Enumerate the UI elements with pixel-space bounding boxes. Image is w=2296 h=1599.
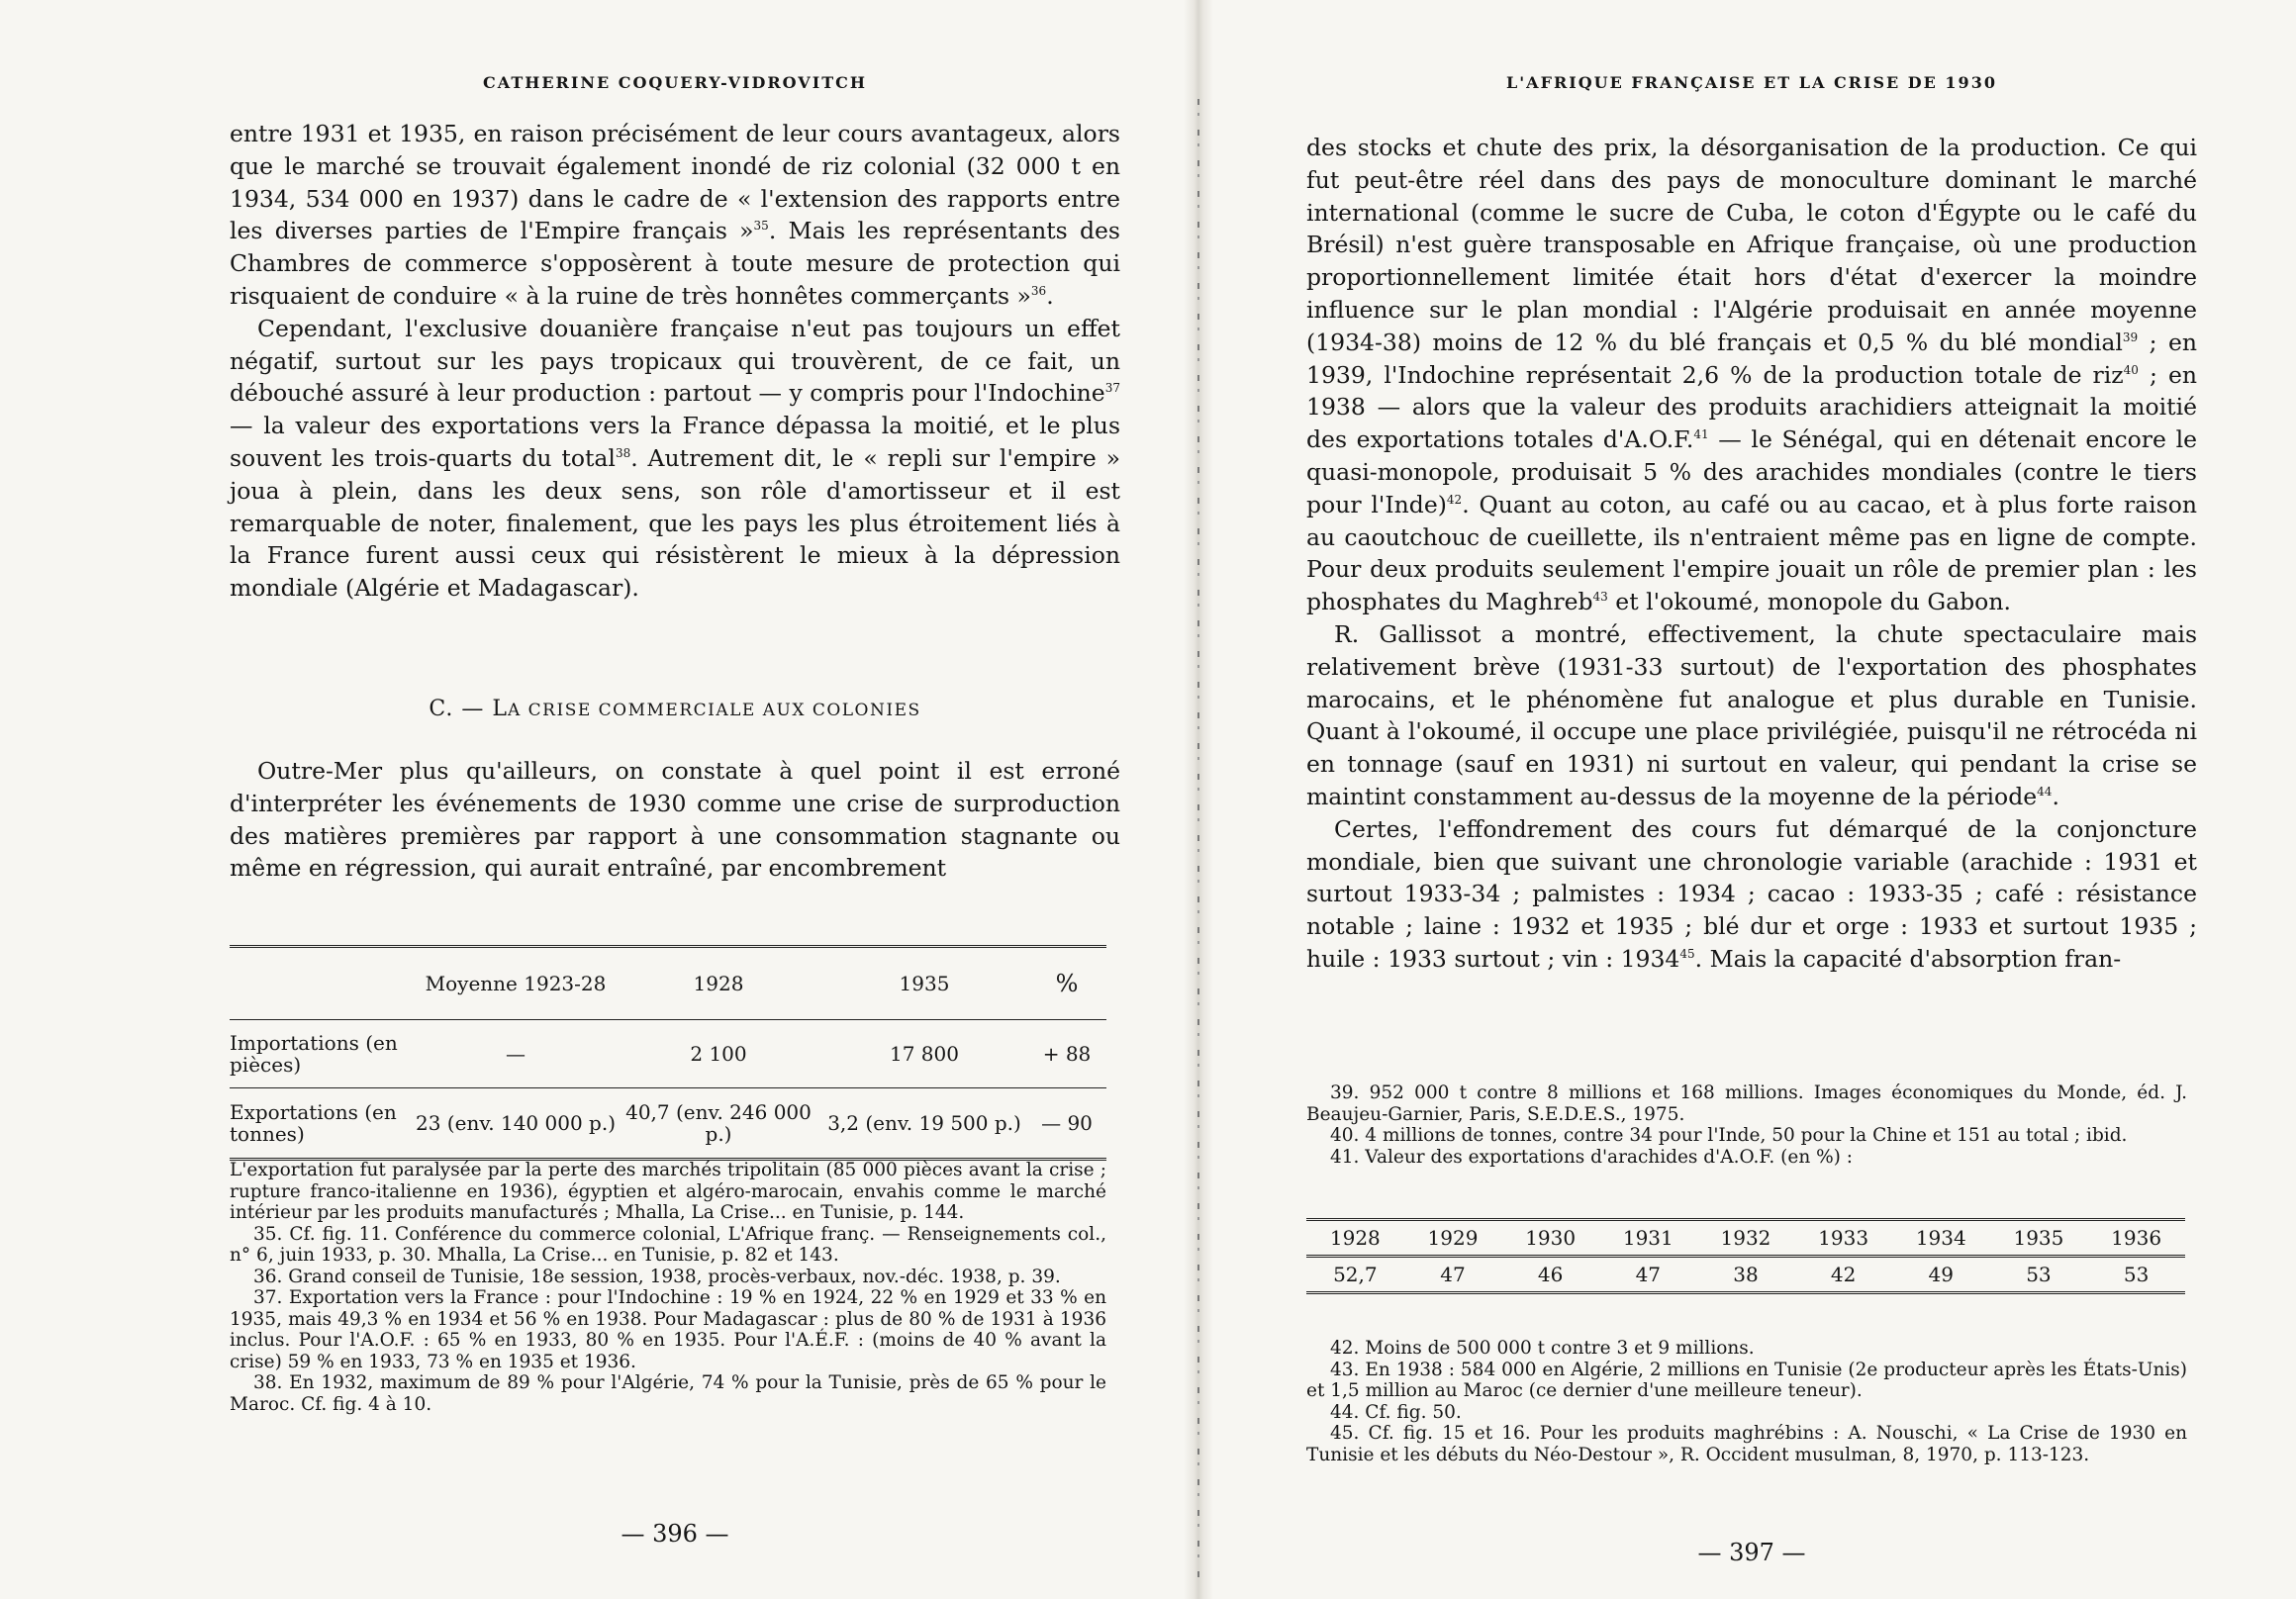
value-cell: 47 — [1440, 1263, 1466, 1286]
cell-pct: + 88 — [1027, 1020, 1106, 1088]
year-cell: 1932 — [1697, 1220, 1795, 1257]
value-cell: 42 — [1830, 1263, 1857, 1286]
running-head-right: L'AFRIQUE FRANÇAISE ET LA CRISE DE 1930 — [1506, 73, 1997, 92]
footnote-43: 43. En 1938 : 584 000 en Algérie, 2 millions en Tunisie (2e producteur après les États-Unis) et 1,5 million au Maroc (ce dernier d'une meilleure teneur). — [1306, 1359, 2187, 1401]
year-cell: 1929 — [1404, 1220, 1502, 1257]
paragraph-3: Certes, l'effondrement des cours fut démarqué de la conjoncture mondiale, bien que suivant une chronologie variable (arachide : 1931 et surtout 1933-34 ; palmistes : 1934 ; cacao : 1933-35 ; café : résistance notable ; laine : 1932 et 1935 ; blé dur et orge : 1933 et surtout 1935 ; huile : 1933 surtout ; vin : 1934$^{45}$. Mais la capacité d'absorption fran- — [1306, 814, 2197, 973]
footnote-45: 45. Cf. fig. 15 et 16. Pour les produits maghrébins : A. Nouschi, « La Crise de 1930 en Tunisie et les débuts du Néo-Destour », R. Occident musulman, 8, 1970, p. 113-123. — [1306, 1423, 2187, 1465]
footnote-42: 42. Moins de 500 000 t contre 3 et 9 millions. — [1330, 1338, 1755, 1359]
paragraph-2: R. Gallissot a montré, effectivement, la chute spectaculaire mais relativement brève (1931-33 surtout) de l'exportation des phosphates marocains, et le phénomène fut analogue et plus durable en Tunisie. Quant à l'okoumé, il occupe une place privilégiée, puisqu'il ne rétrocéda ni en tonnage (sauf en 1931) ni surtout en valeur, qui pendant la crise se maintint constamment au-dessus de la moyenne de la période$^{44}$. — [1306, 619, 2197, 810]
table-header-1935: 1935 — [821, 947, 1027, 1020]
table-header-1928: 1928 — [616, 947, 821, 1020]
cell-pct: — 90 — [1041, 1111, 1093, 1135]
table-row — [1306, 1257, 2185, 1293]
footnote-38: 38. En 1932, maximum de 89 % pour l'Algérie, 74 % pour la Tunisie, près de 65 % pour le Maroc. Cf. fig. 4 à 10. — [230, 1372, 1106, 1415]
right-body-text — [1306, 132, 2197, 976]
year-cell: 1933 — [1794, 1220, 1892, 1257]
year-cell: 1934 — [1892, 1220, 1990, 1257]
row-label: Exportations (en tonnes) — [230, 1100, 397, 1146]
value-cell: 53 — [2026, 1263, 2052, 1286]
value-cell: 49 — [1928, 1263, 1954, 1286]
footnote-35: 35. Cf. fig. 11. Conférence du commerce colonial, L'Afrique franç. — Renseignements col., n° 6, juin 1933, p. 30. Mhalla, La Crise... en Tunisie, p. 82 et 143. — [230, 1223, 1106, 1266]
cell-avg: — — [416, 1020, 616, 1088]
cell-1935: 3,2 (env. 19 500 p.) — [827, 1111, 1021, 1135]
page-number-left: — 396 — — [621, 1520, 729, 1548]
cell-1935: 17 800 — [821, 1020, 1027, 1088]
footnote-44: 44. Cf. fig. 50. — [1330, 1401, 1462, 1423]
footnote-41: 41. Valeur des exportations d'arachides d'A.O.F. (en %) : — [1330, 1146, 1854, 1168]
table-row — [230, 1020, 1106, 1088]
left-body-text-bottom — [230, 755, 1120, 885]
right-footnotes-top — [1306, 1082, 2187, 1168]
year-cell: 1935 — [1990, 1220, 2088, 1257]
section-title: C. — LA CRISE COMMERCIALE AUX COLONIES — [429, 697, 921, 721]
peanut-exports-table — [1306, 1218, 2185, 1294]
footnote-39: 39. 952 000 t contre 8 millions et 168 millions. Images économiques du Monde, éd. J. Beaujeu-Garnier, Paris, S.E.D.E.S., 1975. — [1306, 1082, 2187, 1125]
paragraph-2: Cependant, l'exclusive douanière française n'eut pas toujours un effet négatif, surtout sur les pays tropicaux qui trouvèrent, de ce fait, un débouché assuré à leur production : partout — y compris pour l'Indochine$^{37}$ — la valeur des exportations vers la France dépassa la moitié, et le plus souvent les trois-quarts du total$^{38}$. Autrement dit, le « repli sur l'empire » joua à plein, dans les deux sens, son rôle d'amortisseur et il est remarquable de noter, finalement, que les pays les plus étroitement liés à la France furent aussi ceux qui résistèrent le mieux à la dépression mondiale (Algérie et Madagascar). — [230, 314, 1120, 603]
footnote-36: 36. Grand conseil de Tunisie, 18e session, 1938, procès-verbaux, nov.-déc. 1938, p. 39. — [253, 1266, 1061, 1287]
paragraph-1: entre 1931 et 1935, en raison précisément de leur cours avantageux, alors que le marché se trouvait également inondé de riz colonial (32 000 t en 1934, 534 000 en 1937) dans le cadre de « l'extension des rapports entre les diverses parties de l'Empire français »$^{35}$. Mais les représentants des Chambres de commerce s'opposèrent à toute mesure de protection qui risquaient de conduire « à la ruine de très honnêtes commerçants »$^{36}$. — [230, 120, 1120, 310]
table-header-avg: Moyenne 1923-28 — [416, 947, 616, 1020]
value-cell: 53 — [2123, 1263, 2150, 1286]
page-number-right: — 397 — — [1697, 1539, 1806, 1566]
value-cell: 46 — [1537, 1263, 1564, 1286]
table-row — [1306, 1220, 2185, 1257]
cell-1928: 2 100 — [616, 1020, 821, 1088]
footnote-37: 37. Exportation vers la France : pour l'Indochine : 19 % en 1924, 22 % en 1929 et 33 % en 1935, mais 49,3 % en 1934 et 56 % en 1938. Pour Madagascar : plus de 80 % de 1931 à 1936 inclus. Pour l'A.O.F. : 65 % en 1933, 80 % en 1935. Pour l'A.É.F. : (moins de 40 % avant la crise) 59 % en 1933, 73 % en 1935 et 1936. — [230, 1287, 1106, 1372]
right-footnotes-bottom — [1306, 1338, 2187, 1465]
year-cell: 1931 — [1599, 1220, 1697, 1257]
row-label: Importations (en pièces) — [230, 1020, 416, 1088]
left-body-text-top — [230, 118, 1120, 605]
footnote-40: 40. 4 millions de tonnes, contre 34 pour l'Inde, 50 pour la Chine et 151 au total ; ibid. — [1330, 1125, 2128, 1146]
table-header-pct: % — [1027, 947, 1106, 1020]
running-head-left: CATHERINE COQUERY-VIDROVITCH — [483, 73, 867, 92]
trade-table — [230, 945, 1106, 1161]
year-cell: 1936 — [2087, 1220, 2185, 1257]
value-cell: 47 — [1635, 1263, 1662, 1286]
year-cell: 1928 — [1306, 1220, 1404, 1257]
left-footnotes — [230, 1160, 1106, 1415]
table-note: L'exportation fut paralysée par la perte des marchés tripolitain (85 000 pièces avant la crise ; rupture franco-italienne en 1936), égyptien et algéro-marocain, envahis comme le marché intérieur par les produits manufacturés ; Mhalla, La Crise... en Tunisie, p. 144. — [230, 1160, 1106, 1223]
table-row — [230, 1088, 1106, 1160]
year-cell: 1930 — [1501, 1220, 1599, 1257]
paragraph-1: des stocks et chute des prix, la désorganisation de la production. Ce qui fut peut-être réel dans des pays de monoculture dominant le marché international (comme le sucre de Cuba, le coton d'Égypte ou le café du Brésil) n'est guère transposable en Afrique française, où une production proportionnellement limitée était hors d'état d'exercer la moindre influence sur le plan mondial : l'Algérie produisait en année moyenne (1934-38) moins de 12 % du blé français et 0,5 % du blé mondial$^{39}$ ; en 1939, l'Indochine représentait 2,6 % de la production totale de riz$^{40}$ ; en 1938 — alors que la valeur des produits arachidiers atteignait la moitié des exportations totales d'A.O.F.$^{41}$ — le Sénégal, qui en détenait encore le quasi-monopole, produisait 5 % des arachides mondiales (contre le tiers pour l'Inde)$^{42}$. Quant au coton, au café ou au cacao, et à plus forte raison au caoutchouc de cueillette, ils n'entraient même pas en ligne de compte. Pour deux produits seulement l'empire jouait un rôle de premier plan : les phosphates du Maghreb$^{43}$ et l'okoumé, monopole du Gabon. — [1306, 134, 2197, 616]
page-397 — [1188, 0, 2296, 1599]
value-cell: 52,7 — [1333, 1263, 1378, 1286]
value-cell: 38 — [1733, 1263, 1759, 1286]
cell-1928: 40,7 (env. 246 000 p.) — [625, 1100, 812, 1146]
table-header-empty — [230, 947, 416, 1020]
paragraph-3: Outre-Mer plus qu'ailleurs, on constate à quel point il est erroné d'interpréter les événements de 1930 comme une crise de surproduction des matières premières par rapport à une consommation stagnante ou même en régression, qui aurait entraîné, par encombrement — [230, 757, 1120, 883]
cell-avg: 23 (env. 140 000 p.) — [416, 1111, 616, 1135]
